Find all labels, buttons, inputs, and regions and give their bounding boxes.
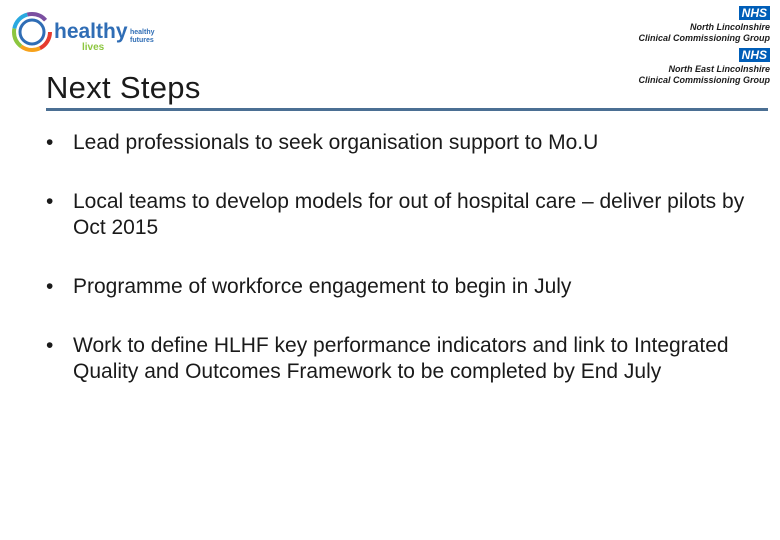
bullet-item bbox=[46, 130, 756, 156]
partner-logos bbox=[610, 4, 770, 86]
partner-group: Clinical Commissioning Group bbox=[638, 75, 770, 85]
slide-title: Next Steps bbox=[46, 70, 201, 105]
partner-north-east-lincolnshire bbox=[610, 46, 770, 86]
bullet-text: Programme of workforce engagement to begin in July bbox=[73, 275, 572, 298]
bullet-text: Local teams to develop models for out of hospital care – deliver pilots by Oct 2015 bbox=[73, 190, 745, 239]
bullet-text: Lead professionals to seek organisation support to Mo.U bbox=[73, 131, 599, 154]
logo-brand-main: healthy bbox=[54, 20, 128, 43]
partner-group: Clinical Commissioning Group bbox=[638, 33, 770, 43]
bullet-item bbox=[46, 333, 756, 385]
logo-brand-sub: lives bbox=[82, 42, 105, 53]
bullet-glyph: • bbox=[46, 334, 54, 357]
healthy-lives-logo-graphic bbox=[10, 8, 170, 58]
healthy-lives-logo bbox=[10, 8, 170, 58]
partner-north-lincolnshire bbox=[610, 4, 770, 44]
bullet-item bbox=[46, 189, 756, 241]
nhs-badge: NHS bbox=[739, 48, 770, 62]
logo-tagline-2: futures bbox=[130, 37, 154, 44]
partner-name: North East Lincolnshire bbox=[668, 64, 770, 74]
bullet-glyph: • bbox=[46, 190, 54, 213]
nhs-badge: NHS bbox=[739, 6, 770, 20]
partner-name: North Lincolnshire bbox=[689, 22, 770, 32]
bullet-list bbox=[46, 130, 756, 418]
bullet-item bbox=[46, 274, 756, 300]
bullet-text: Work to define HLHF key performance indicators and link to Integrated Quality and Outcomes Framework to be completed by End July bbox=[73, 334, 729, 383]
bullet-glyph: • bbox=[46, 275, 54, 298]
logo-tagline-1: healthy bbox=[130, 29, 155, 36]
title-divider bbox=[46, 108, 768, 111]
bullet-glyph: • bbox=[46, 131, 54, 154]
